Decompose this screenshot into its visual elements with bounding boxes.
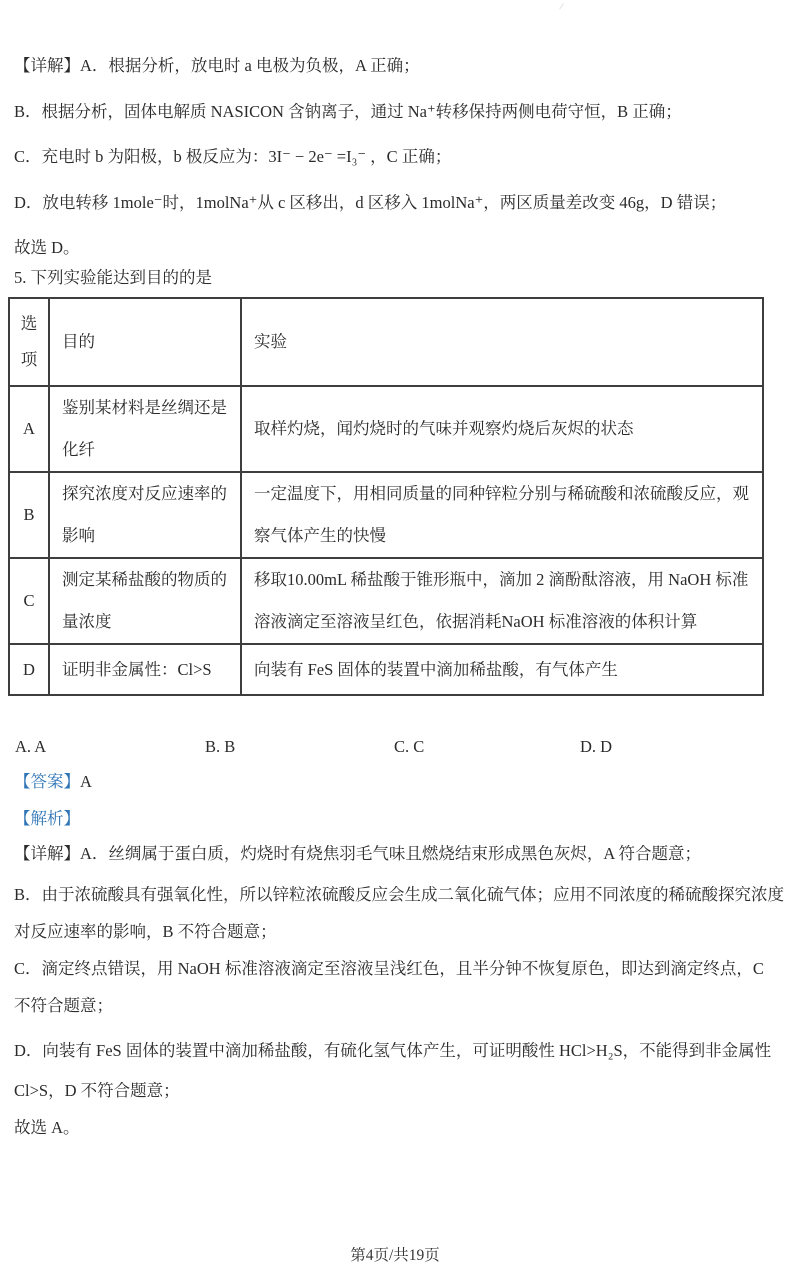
cell-option-c: C [9, 558, 49, 644]
table-header-option: 选项 [9, 298, 49, 386]
detail-line-b: B．根据分析，固体电解质 NASICON 含钠离子，通过 Na⁺转移保持两侧电荷守恒，B 正确； [14, 101, 682, 121]
cell-option-d: D [9, 644, 49, 695]
table-header-purpose: 目的 [49, 298, 241, 386]
page-footer [0, 1243, 790, 1265]
choice-d: D. D [580, 737, 613, 756]
detail-line-a: 【详解】A．根据分析，放电时 a 电极为负极，A 正确； [14, 56, 420, 75]
cell-purpose-b: 探究浓度对反应速率的影响 [49, 472, 241, 558]
detail5-line-c1: C．滴定终点错误，用 NaOH 标准溶液滴定至溶液呈浅红色，且半分钟不恢复原色，即达到滴定终点，C [14, 959, 764, 978]
detail-conclusion: 故选 D。 [14, 238, 80, 257]
table-row-a [9, 386, 763, 472]
detail5-conclusion: 故选 A。 [14, 1118, 80, 1137]
analysis-label: 【解析】 [14, 809, 80, 828]
choice-b: B. B [205, 737, 236, 756]
detail5-line-b2: 对反应速率的影响，B 不符合题意； [14, 922, 277, 941]
detail-line-c: C．充电时 b 为阳极，b 极反应为：3I⁻ − 2e⁻ =I₃⁻ ，C 正确； [14, 147, 452, 166]
cell-option-a: A [9, 386, 49, 472]
answer-line [14, 768, 92, 792]
detail5-line-b1: B．由于浓硫酸具有强氧化性，所以锌粒浓硫酸反应会生成二氧化硫气体；应用不同浓度的稀硫酸探究浓度 [14, 885, 785, 904]
cell-option-b: B [9, 472, 49, 558]
cell-experiment-b: 一定温度下，用相同质量的同种锌粒分别与稀硫酸和浓硫酸反应，观察气体产生的快慢 [241, 472, 763, 558]
table-row-c [9, 558, 763, 644]
analysis-line [14, 805, 80, 829]
detail5-line-c2: 不符合题意； [14, 996, 113, 1015]
question5-table [8, 297, 764, 696]
cell-experiment-d: 向装有 FeS 固体的装置中滴加稀盐酸，有气体产生 [241, 644, 763, 695]
cell-experiment-a: 取样灼烧，闻灼烧时的气味并观察灼烧后灰烬的状态 [241, 386, 763, 472]
cell-experiment-c: 移取10.00mL 稀盐酸于锥形瓶中，滴加 2 滴酚酞溶液，用 NaOH 标准溶液滴定至溶液呈红色，依据消耗NaOH 标准溶液的体积计算 [241, 558, 763, 644]
question4-detail-section [14, 55, 780, 283]
detail5-line-a: 【详解】A．丝绸属于蛋白质，灼烧时有烧焦羽毛气味且燃烧结束形成黑色灰烬，A 符合题意； [14, 844, 702, 863]
answer-value: A [80, 772, 92, 791]
detail5-line-d2: Cl>S，D 不符合题意； [14, 1081, 180, 1100]
detail-line-d: D．放电转移 1mole⁻时，1molNa⁺从 c 区移出，d 区移入 1molNa⁺，两区质量差改变 46g，D 错误； [14, 192, 727, 212]
table-row-b [9, 472, 763, 558]
choice-a: A. A [15, 737, 47, 756]
cell-purpose-d: 证明非金属性：Cl>S [49, 644, 241, 695]
detail5-line-d1: D．向装有 FeS 固体的装置中滴加稀盐酸，有硫化氢气体产生，可证明酸性 HCl>H₂S，不能得到非金属性 [14, 1041, 772, 1060]
table-row-d [9, 644, 763, 695]
answer-choices-row [0, 737, 790, 761]
table-header-row [9, 298, 763, 386]
cell-purpose-a: 鉴别某材料是丝绸还是化纤 [49, 386, 241, 472]
scan-artifact [551, 0, 564, 10]
table-header-experiment: 实验 [241, 298, 763, 386]
page-number: 第4页/共19页 [350, 1247, 440, 1264]
answer-label: 【答案】 [14, 772, 80, 791]
question5-stem: 5. 下列实验能达到目的的是 [14, 268, 212, 287]
choice-c: C. C [394, 737, 425, 756]
cell-purpose-c: 测定某稀盐酸的物质的量浓度 [49, 558, 241, 644]
